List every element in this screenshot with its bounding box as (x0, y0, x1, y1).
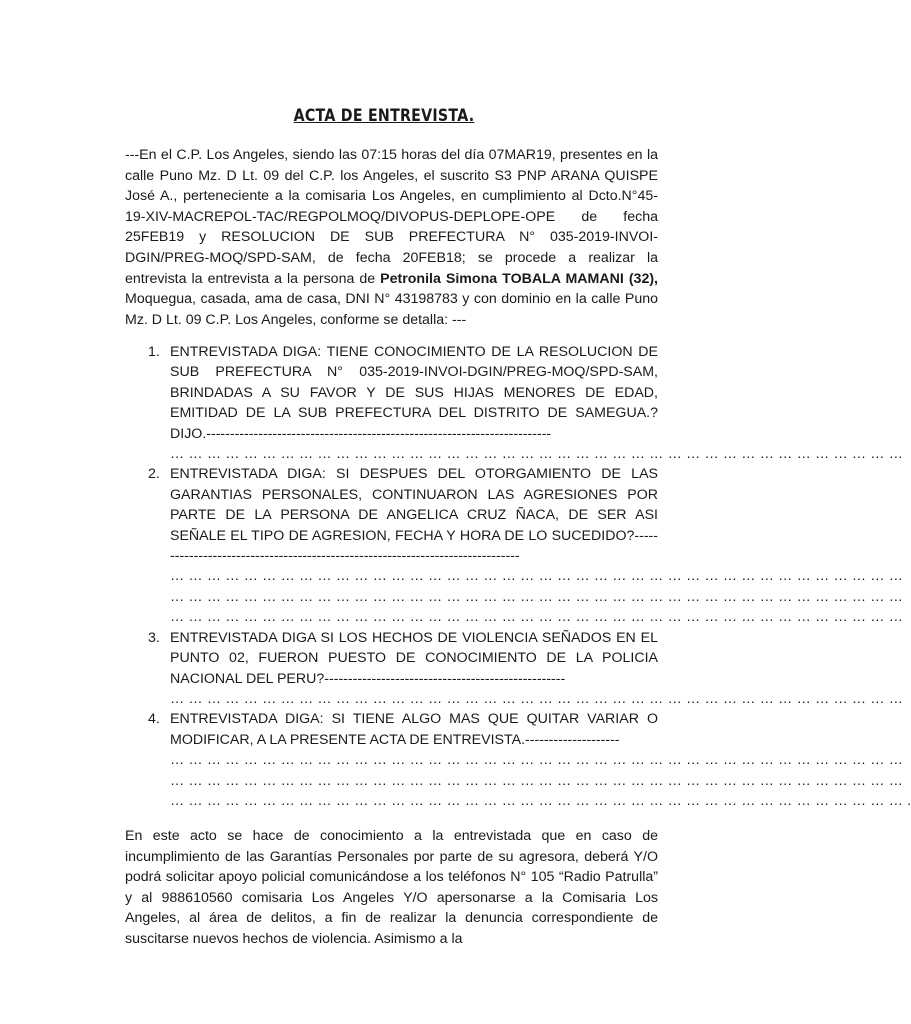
questions-list (130, 342, 911, 811)
answer-dot-line: … … … … … … … … … … … … … … … … … … … … … … … … … … … … … … … … … … … … … … … … . (170, 792, 911, 809)
question-number: 1. (148, 344, 160, 360)
answer-dot-line: … … … … … … … … … … … … … … … … … … … … … … … … … … … … … … … … … … … … … … … … (170, 772, 904, 789)
question-text: ENTREVISTADA DIGA: TIENE CONOCIMIENTO DE LA RESOLUCION DE SUB PREFECTURA N° 035-2019-INVOI-DGIN/PREG-MOQ/SPD-SAM, BRINDADAS A SU FAVOR Y DE SUS HIJAS MENORES DE EDAD, EMITIDAD DE LA SUB PREFECTURA DEL DISTRITO DE SAMEGUA.? DIJO.------------------------------------------------------------------------- (170, 344, 658, 442)
answer-dot-line: … … … … … … … … … … … … … … … … … … … … … … … … … … … … … … … … … … … … … … … … (170, 609, 904, 626)
intro-text-part2: Moquegua, casada, ama de casa, DNI N° 43198783 y con dominio en la calle Puno Mz. D Lt. 09 C.P. Los Angeles, conforme se detalla: --- (125, 291, 658, 328)
answer-dot-line: … … … … … … … … … … … … … … … … … … … … … … … … … … … … … … … … … … … … … … … … (170, 752, 904, 769)
question-text: ENTREVISTADA DIGA: SI TIENE ALGO MAS QUE QUITAR VARIAR O MODIFICAR, A LA PRESENTE ACTA DE ENTREVISTA.-------------------- (170, 711, 658, 748)
question-number: 4. (148, 711, 160, 728)
question-item (130, 709, 911, 811)
intro-paragraph (125, 145, 658, 330)
question-text: ENTREVISTADA DIGA SI LOS HECHOS DE VIOLENCIA SEÑADOS EN EL PUNTO 02, FUERON PUESTO DE CONOCIMIENTO DE LA POLICIA NACIONAL DEL PERU?--------------------------------------------------- (170, 629, 658, 687)
question-item (130, 628, 904, 710)
question-number: 3. (148, 629, 160, 646)
question-item (130, 342, 904, 464)
question-text: ENTREVISTADA DIGA: SI DESPUES DEL OTORGAMIENTO DE LAS GARANTIAS PERSONALES, CONTINUARON LAS AGRESIONES POR PARTE DE LA PERSONA DE ANGELICA CRUZ ÑACA, DE SER ASI SEÑALE EL TIPO DE AGRESION, FECHA Y HORA DE LO SUCEDIDO?------------------------------------------------------------------------------- (170, 466, 658, 565)
answer-dot-line: … … … … … … … … … … … … … … … … … … … … … … … … … … … … … … … … … … … … … … … … (170, 568, 904, 585)
answer-dot-line: … … … … … … … … … … … … … … … … … … … … … … … … … … … … … … … … … … … … … … … … (170, 446, 904, 463)
closing-paragraph: En este acto se hace de conocimiento a la entrevistada que en caso de incumplimiento de las Garantías Personales por parte de su agresora, deberá Y/O podrá solicitar apoyo policial comunicándose a los teléfonos N° 105 “Radio Patrulla” y al 988610560 comisaria Los Angeles Y/O apersonarse a la Comisaria Los Angeles, al área de delitos, a fin de realizar la denuncia correspondiente de suscitarse nuevos hechos de violencia. Asimismo a la (125, 828, 658, 947)
intro-text-part1: ---En el C.P. Los Angeles, siendo las 07:15 horas del día 07MAR19, presentes en la calle Puno Mz. D Lt. 09 del C.P. los Angeles, el suscrito S3 PNP ARANA QUISPE José A., perteneciente a la comisaria Los Angeles, en cumplimiento al Dcto.N°45-19-XIV-MACREPOL-TAC/REGPOLMOQ/DIVOPUS-DEPLOPE-OPE de fecha 25FEB19 y RESOLUCION DE SUB PREFECTURA N° 035-2019-INVOI-DGIN/PREG-MOQ/SPD-SAM, de fecha 20FEB18; se procede a realizar la entrevista la entrevista a la persona de (125, 147, 658, 287)
answer-dot-line: … … … … … … … … … … … … … … … … … … … … … … … … … … … … … … … … … … … … … … … … (170, 690, 904, 707)
interviewee-name: Petronila Simona TOBALA MAMANI (32), (380, 270, 658, 287)
question-number: 2. (148, 466, 160, 483)
document-title: ACTA DE ENTREVISTA. (293, 106, 475, 125)
question-item (130, 464, 904, 627)
answer-dot-line: … … … … … … … … … … … … … … … … … … … … … … … … … … … … … … … … … … … … … … … … (170, 588, 904, 605)
